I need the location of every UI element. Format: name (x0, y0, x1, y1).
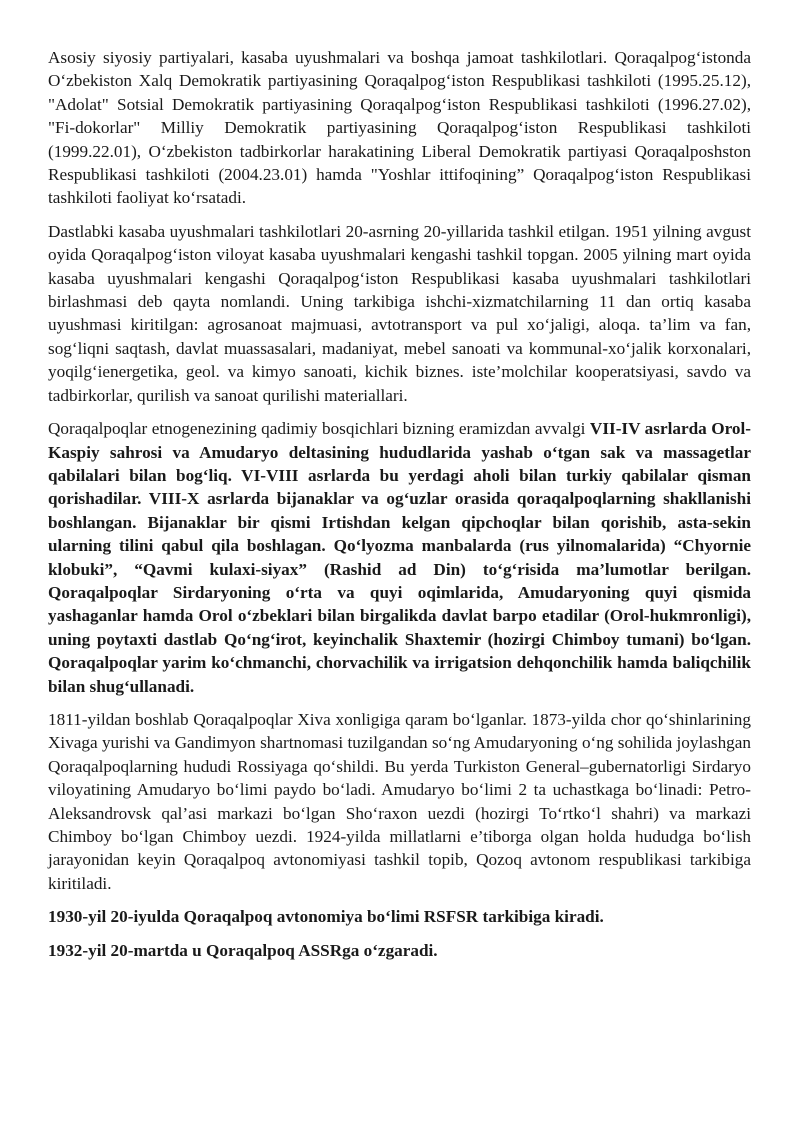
ethnogenesis-bold-text: VII-IV asrlarda Orol-Kaspiy sahrosi va Amudaryo deltasining hududlarida yashab o‘tgan sak va massagetlar qabilalari bilan bog‘liq. VI-VIII asrlarda bu yerdagi aholi bilan turkiy qabilalar qisman qorishadilar. VIII-X asrlarda bijanaklar va og‘uzlar orasida qoraqalpoqlarning shakllanishi boshlangan. Bijanaklar bir qismi Irtishdan kelgan qipchoqlar bilan qorishib, asta-sekin ularning tilini qabul qila boshlagan. Qo‘lyozma manbalarda (rus yilnomalarida) “Chyornie klobuki”, “Qavmi kulaxi-siyax” (Rashid ad Din) to‘g‘risida ma’lumotlar berilgan. Qoraqalpoqlar Sirdaryoning o‘rta va quyi oqimlarida, Amudaryoning quyi qismida yashaganlar hamda Orol o‘zbeklari bilan birgalikda davlat barpo etadilar (Orol-hukmronligi), uning poytaxti dastlab Qo‘ng‘irot, keyinchalik Shaxtemir (hozirgi Chimboy tumani) bo‘lgan. Qoraqalpoqlar yarim ko‘chmanchi, chorvachilik va irrigatsion dehqonchilik hamda baliqchilik bilan shug‘ullanadi. (48, 419, 751, 696)
paragraph-ethnogenesis (48, 417, 751, 698)
paragraph-trade-unions: Dastlabki kasaba uyushmalari tashkilotlari 20-asrning 20-yillarida tashkil etilgan. 1951 yilning avgust oyida Qoraqalpog‘iston viloyat kasaba uyushmalari kengashi tashkil topgan. 2005 yilning mart oyida kasaba uyushmalari kengashi Qoraqalpog‘iston Respublikasi kasaba uyushmalari tashkilotlari birlashmasi deb qayta nomlandi. Uning tarkibiga ishchi-xizmatchilarning 11 dan ortiq kasaba uyushmasi kiritilgan: agrosanoat majmuasi, avtotransport va pul xo‘jaligi, aloqa. ta’lim va fan, sog‘liqni saqtash, davlat muassasalari, madaniyat, mebel sanoati va kommunal-xo‘jalik korxonalari, yoqilg‘ienergetika, geol. va kimyo sanoati, kichik biznes. iste’molchilar kooperatsiyasi, savdo va tadbirkorlar, qurilish va sanoat qurilishi materiallari. (48, 221, 751, 405)
paragraph-political-parties: Asosiy siyosiy partiyalari, kasaba uyushmalari va boshqa jamoat tashkilotlari. Qoraqalpog‘istonda O‘zbekiston Xalq Demokratik partiyasining Qoraqalpog‘iston Respublikasi tashkiloti (1995.25.12), "Adolat" Sotsial Demokratik partiyasining Qoraqalpog‘iston Respublikasi tashkiloti (1996.27.02), "Fi-dokorlar" Milliy Demokratik partiyasining Qoraqalpog‘iston Respublikasi tashkiloti (1999.22.01), O‘zbekiston tadbirkorlar harakatining Liberal Demokratik partiyasi Qoraqalposhston Respublikasi tashkiloti (2004.23.01) hamda "Yoshlar ittifoqining” Qoraqalpog‘iston Respublikasi tashkiloti faoliyat ko‘rsatadi. (48, 48, 751, 208)
ethnogenesis-intro-text: Qoraqalpoqlar etnogenezining qadimiy bosqichlari bizning eramizdan avvalgi (48, 419, 590, 439)
paragraph-khiva-history: 1811-yildan boshlab Qoraqalpoqlar Xiva xonligiga qaram bo‘lganlar. 1873-yilda chor qo‘shinlarining Xivaga yurishi va Gandimyon shartnomasi tuzilgandan so‘ng Amudaryoning o‘ng sohilida joylashgan Qoraqalpoqlarning hududi Rossiyaga qo‘shildi. Bu yerda Turkiston General–gubernatorligi Sirdaryo viloyatining Amudaryo bo‘limi paydo bo‘ladi. Amudaryo bo‘limi 2 ta uchastkaga bo‘linadi: Petro-Aleksandrovsk qal’asi markazi bo‘lgan Sho‘raxon uezdi (hozirgi To‘rtko‘l shahri) va markazi Chimboy bo‘lgan Chimboy uezdi. 1924-yilda millatlarni e’tiborga olgan holda hududga bo‘lish jarayonidan keyin Qoraqalpoq avtonomiyasi tashkil topib, Qozoq avtonom respublikasi tarkibiga kiritiladi. (48, 709, 751, 893)
line-1930-autonomy: 1930-yil 20-iyulda Qoraqalpoq avtonomiya bo‘limi RSFSR tarkibiga kiradi. (48, 907, 604, 927)
line-1932-assr: 1932-yil 20-martda u Qoraqalpoq ASSRga o‘zgaradi. (48, 940, 438, 960)
document-page (48, 46, 751, 972)
